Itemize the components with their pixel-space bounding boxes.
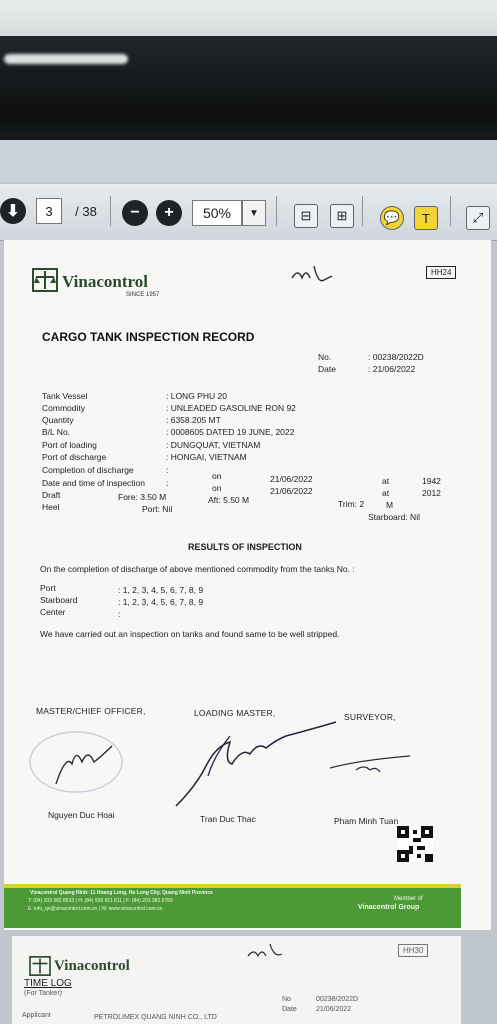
field-label: B/L No. bbox=[42, 427, 71, 437]
field-label: Port of discharge bbox=[42, 452, 107, 462]
next-document-page bbox=[12, 936, 461, 1024]
tank-numbers: : 1, 2, 3, 4, 5, 6, 7, 8, 9 bbox=[118, 597, 204, 607]
toolbar-divider bbox=[450, 196, 451, 226]
document-code: HH24 bbox=[426, 266, 456, 279]
footer-email: E: info_qn@vinacontrol.com.vn | W: www.vinacontrol.com.vn bbox=[28, 906, 163, 912]
doc-no-label: No. bbox=[318, 352, 332, 362]
results-intro: On the completion of discharge of above mentioned commodity from the tanks No. : bbox=[40, 564, 355, 574]
field-label: Commodity bbox=[42, 403, 85, 413]
next-page-icon[interactable]: ⬇ bbox=[0, 198, 26, 224]
initials-signature bbox=[290, 262, 334, 290]
signatory-role: MASTER/CHIEF OFFICER, bbox=[36, 706, 146, 716]
master-stamp-signature bbox=[20, 722, 150, 802]
field-value: : bbox=[166, 465, 169, 475]
trim-value: Trim: 2 bbox=[338, 499, 365, 509]
field-value: : 0008605 DATED 19 JUNE, 2022 bbox=[166, 427, 295, 437]
field-value: : HONGAI, VIETNAM bbox=[166, 452, 247, 462]
fit-width-icon[interactable]: ⊞ bbox=[330, 204, 354, 228]
field-value: : LONG PHU 20 bbox=[166, 391, 227, 401]
footer-member-label: Member of bbox=[394, 896, 423, 902]
zoom-dropdown-icon[interactable]: ▼ bbox=[242, 200, 266, 226]
footer-address: Vinacontrol Quang Ninh: 11 Hoang Long, Ha Long City, Quang Ninh Province bbox=[30, 890, 213, 896]
page-total-label: / 38 bbox=[75, 203, 97, 219]
toolbar-divider bbox=[276, 196, 277, 226]
next-page-date-value: 21/06/2022 bbox=[316, 1006, 352, 1013]
field-value: : bbox=[166, 478, 169, 488]
doc-date-label: Date bbox=[318, 364, 336, 374]
toolbar-divider bbox=[110, 196, 111, 226]
heel-port: Port: Nil bbox=[142, 504, 173, 514]
surveyor-signature bbox=[326, 748, 416, 778]
next-page-title: TIME LOG bbox=[24, 978, 72, 989]
tank-side-label: Starboard bbox=[40, 595, 78, 605]
company-since: SINCE 1957 bbox=[126, 292, 160, 298]
footer-group-name: Vinacontrol Group bbox=[358, 904, 420, 911]
draft-aft: Aft: 5.50 M bbox=[208, 495, 250, 505]
next-page-subtitle: (For Tanker) bbox=[24, 990, 62, 997]
field-label: Heel bbox=[42, 502, 60, 512]
field-value: : UNLEADED GASOLINE RON 92 bbox=[166, 403, 296, 413]
results-title: RESULTS OF INSPECTION bbox=[188, 542, 302, 552]
highlight-text-icon[interactable]: T bbox=[414, 206, 438, 230]
zoom-in-icon[interactable]: + bbox=[156, 200, 182, 226]
field-label: Date and time of inspection bbox=[42, 478, 146, 488]
next-page-applicant-label: Applicant bbox=[22, 1012, 51, 1019]
light-glare bbox=[4, 54, 128, 64]
signatory-role: LOADING MASTER, bbox=[194, 708, 276, 718]
inspection-time: 2012 bbox=[422, 488, 441, 498]
completion-on: on bbox=[212, 471, 222, 481]
qr-code-icon bbox=[396, 826, 434, 862]
doc-no-value: : 00238/2022D bbox=[368, 352, 424, 362]
completion-time: 1942 bbox=[422, 476, 441, 486]
tank-numbers: : bbox=[118, 609, 121, 619]
next-page-no-value: 00238/2022D bbox=[316, 996, 359, 1003]
toolbar-divider bbox=[362, 196, 363, 226]
trim-unit: M bbox=[386, 500, 394, 510]
inspection-on: on bbox=[212, 483, 222, 493]
expand-icon[interactable]: ⤢ bbox=[466, 206, 490, 230]
field-label: Tank Vessel bbox=[42, 391, 88, 401]
menu-strip bbox=[0, 140, 497, 182]
completion-date: 21/06/2022 bbox=[270, 474, 313, 484]
background-wall bbox=[0, 0, 497, 40]
footer-accent bbox=[4, 884, 461, 888]
page-number-input[interactable]: 3 bbox=[36, 198, 62, 224]
next-page-applicant-value: PETROLIMEX QUANG NINH CO., LTD bbox=[94, 1014, 217, 1021]
next-page-date-label: Date bbox=[282, 1006, 297, 1013]
vinacontrol-logo-icon bbox=[32, 268, 58, 292]
footer-phone: T: (84) 203 382 8533 | H: (84) 936 911 811 | F: (84) 203 382 6789 bbox=[28, 898, 173, 904]
tank-side-label: Port bbox=[40, 583, 56, 593]
signatory-name: Tran Duc Thac bbox=[200, 814, 256, 824]
monitor-bezel bbox=[0, 36, 497, 146]
next-page-company: Vinacontrol bbox=[54, 958, 130, 974]
company-name: Vinacontrol bbox=[62, 272, 148, 291]
tank-side-label: Center bbox=[40, 607, 66, 617]
field-label: Quantity bbox=[42, 415, 74, 425]
completion-at: at bbox=[382, 476, 390, 486]
signatory-name: Pham Minh Tuan bbox=[334, 816, 399, 826]
field-label: Draft bbox=[42, 490, 61, 500]
heel-starboard: Starboard: Nil bbox=[368, 512, 420, 522]
field-value: : DUNGQUAT, VIETNAM bbox=[166, 440, 261, 450]
vinacontrol-logo-icon bbox=[28, 956, 52, 976]
zoom-level-input[interactable]: 50% bbox=[192, 200, 242, 226]
draft-fore: Fore: 3.50 M bbox=[118, 492, 167, 502]
signatory-name: Nguyen Duc Hoai bbox=[48, 810, 115, 820]
tank-numbers: : 1, 2, 3, 4, 5, 6, 7, 8, 9 bbox=[118, 585, 204, 595]
conclusion-text: We have carried out an inspection on tanks and found same to be well stripped. bbox=[40, 629, 340, 639]
inspection-date: 21/06/2022 bbox=[270, 486, 313, 496]
zoom-out-icon[interactable]: − bbox=[122, 200, 148, 226]
signatory-role: SURVEYOR, bbox=[344, 712, 396, 722]
next-page-doc-code: HH30 bbox=[398, 944, 428, 957]
next-page-initials bbox=[246, 942, 286, 964]
field-label: Port of loading bbox=[42, 440, 97, 450]
field-label: Completion of discharge bbox=[42, 465, 134, 475]
loading-master-signature bbox=[168, 716, 338, 812]
inspection-at: at bbox=[382, 488, 390, 498]
comment-icon[interactable]: 💬 bbox=[380, 206, 404, 230]
fit-page-icon[interactable]: ⊟ bbox=[294, 204, 318, 228]
field-value: : 6358.205 MT bbox=[166, 415, 221, 425]
next-page-no-label: No bbox=[282, 996, 291, 1003]
doc-date-value: : 21/06/2022 bbox=[368, 364, 416, 374]
document-title: CARGO TANK INSPECTION RECORD bbox=[42, 330, 255, 344]
